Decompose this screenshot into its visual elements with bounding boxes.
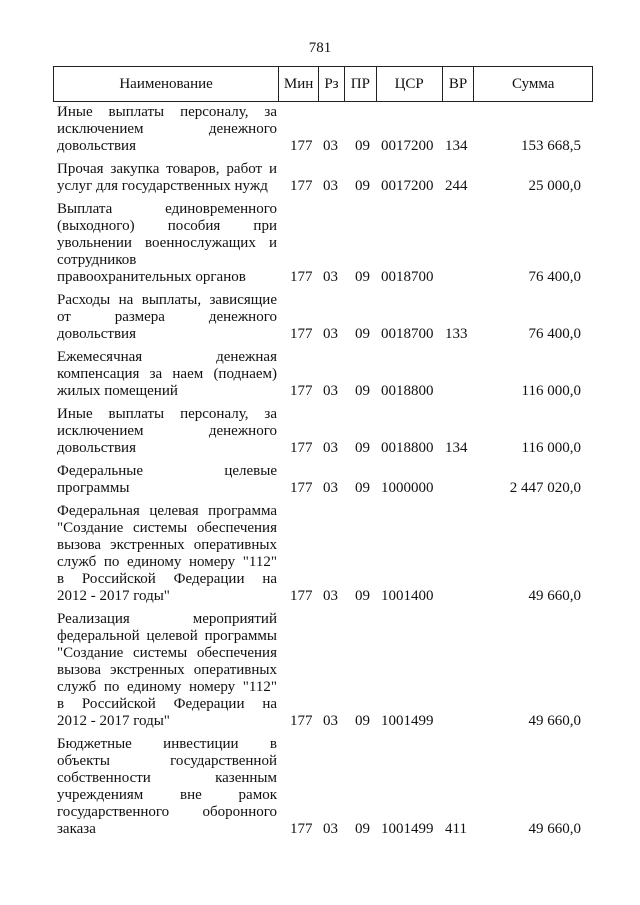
row-name-line: программы [57, 480, 130, 496]
cell-vr: 133 [445, 326, 468, 342]
cell-vr: 411 [445, 821, 467, 837]
cell-csr: 1001499 [381, 821, 434, 837]
column-header-name: Наименование [54, 67, 279, 101]
cell-min: 177 [290, 588, 313, 604]
row-name-line: Бюджетные инвестиции в [57, 736, 277, 752]
row-name-line: Реализация мероприятий [57, 611, 277, 627]
row-name-line: служб по единому номеру "112" [57, 679, 277, 695]
row-name-line: Прочая закупка товаров, работ и [57, 161, 277, 177]
cell-rz: 03 [323, 821, 338, 837]
cell-sum: 116 000,0 [521, 440, 581, 456]
cell-rz: 03 [323, 440, 338, 456]
row-name-line: государственного оборонного [57, 804, 277, 820]
cell-pr: 09 [355, 326, 370, 342]
row-name-line: Иные выплаты персоналу, за [57, 104, 277, 120]
cell-pr: 09 [355, 713, 370, 729]
row-name-line: 2012 - 2017 годы" [57, 713, 170, 729]
cell-sum: 49 660,0 [528, 713, 581, 729]
row-name-line: "Создание системы обеспечения [57, 520, 277, 536]
cell-csr: 0018700 [381, 269, 434, 285]
cell-vr: 134 [445, 138, 468, 154]
cell-min: 177 [290, 821, 313, 837]
cell-sum: 116 000,0 [521, 383, 581, 399]
cell-min: 177 [290, 269, 313, 285]
cell-min: 177 [290, 713, 313, 729]
row-name-line: Ежемесячная денежная [57, 349, 277, 365]
cell-rz: 03 [323, 383, 338, 399]
row-name-line: правоохранительных органов [57, 269, 246, 285]
row-name-line: Федеральные целевые [57, 463, 277, 479]
cell-rz: 03 [323, 480, 338, 496]
cell-pr: 09 [355, 588, 370, 604]
cell-rz: 03 [323, 588, 338, 604]
row-name-line: довольствия [57, 326, 136, 342]
cell-pr: 09 [355, 383, 370, 399]
column-header-vr: ВР [443, 67, 475, 101]
cell-csr: 1001400 [381, 588, 434, 604]
row-name-line: исключением денежного [57, 423, 277, 439]
cell-csr: 0018800 [381, 440, 434, 456]
row-values [53, 138, 593, 155]
row-name-line: собственности казенным [57, 770, 277, 786]
cell-min: 177 [290, 138, 313, 154]
cell-vr: 244 [445, 178, 468, 194]
cell-min: 177 [290, 480, 313, 496]
cell-rz: 03 [323, 178, 338, 194]
cell-pr: 09 [355, 440, 370, 456]
cell-csr: 1000000 [381, 480, 434, 496]
row-values [53, 713, 593, 730]
row-values [53, 178, 593, 195]
column-header-sum: Сумма [511, 75, 555, 92]
table-row [53, 503, 593, 605]
row-name-line: компенсация за наем (поднаем) [57, 366, 277, 382]
row-name-line: заказа [57, 821, 96, 837]
cell-sum: 2 447 020,0 [509, 480, 581, 496]
cell-min: 177 [290, 326, 313, 342]
cell-vr: 134 [445, 440, 468, 456]
row-name-line: услуг для государственных нужд [57, 178, 268, 194]
cell-sum: 153 668,5 [521, 138, 581, 154]
cell-csr: 0018800 [381, 383, 434, 399]
table-row [53, 349, 593, 400]
row-name-line: довольствия [57, 138, 136, 154]
column-header-min: Мин [279, 67, 319, 101]
cell-rz: 03 [323, 713, 338, 729]
cell-rz: 03 [323, 326, 338, 342]
cell-sum: 76 400,0 [528, 326, 581, 342]
cell-rz: 03 [323, 138, 338, 154]
column-header-pr: ПР [345, 67, 377, 101]
row-name-line: сотрудников [57, 252, 137, 268]
cell-sum: 49 660,0 [528, 588, 581, 604]
row-name-line: учреждениям вне рамок [57, 787, 277, 803]
table-row [53, 406, 593, 457]
row-name-line: увольнении военнослужащих и [57, 235, 277, 251]
table-row [53, 611, 593, 730]
cell-pr: 09 [355, 480, 370, 496]
cell-sum: 25 000,0 [528, 178, 581, 194]
cell-pr: 09 [355, 821, 370, 837]
row-name-line: в Российской Федерации на [57, 696, 277, 712]
row-name-line: Выплата единовременного [57, 201, 277, 217]
row-values [53, 440, 593, 457]
table-body [53, 104, 593, 844]
cell-pr: 09 [355, 178, 370, 194]
cell-min: 177 [290, 440, 313, 456]
row-name-line: Федеральная целевая программа [57, 503, 277, 519]
row-values [53, 821, 593, 838]
table-row [53, 161, 593, 195]
cell-csr: 0017200 [381, 138, 434, 154]
row-name-line: "Создание системы обеспечения [57, 645, 277, 661]
table-row [53, 463, 593, 497]
row-name-line: федеральной целевой программы [57, 628, 277, 644]
row-name-line: исключением денежного [57, 121, 277, 137]
cell-rz: 03 [323, 269, 338, 285]
cell-sum: 76 400,0 [528, 269, 581, 285]
cell-csr: 0018700 [381, 326, 434, 342]
cell-pr: 09 [355, 138, 370, 154]
row-name-line: жилых помещений [57, 383, 178, 399]
row-name-line: довольствия [57, 440, 136, 456]
cell-csr: 0017200 [381, 178, 434, 194]
cell-pr: 09 [355, 269, 370, 285]
table-row [53, 201, 593, 286]
row-values [53, 269, 593, 286]
row-values [53, 588, 593, 605]
row-name-line: 2012 - 2017 годы" [57, 588, 170, 604]
table-row [53, 104, 593, 155]
row-values [53, 383, 593, 400]
cell-csr: 1001499 [381, 713, 434, 729]
row-name-line: вызова экстренных оперативных [57, 537, 277, 553]
cell-sum: 49 660,0 [528, 821, 581, 837]
row-name-line: Расходы на выплаты, зависящие [57, 292, 277, 308]
row-values [53, 480, 593, 497]
column-header-rz: Рз [319, 67, 345, 101]
table-row [53, 736, 593, 838]
row-values [53, 326, 593, 343]
row-name-line: объекты государственной [57, 753, 277, 769]
table-header [53, 66, 593, 102]
table-row [53, 292, 593, 343]
row-name-line: вызова экстренных оперативных [57, 662, 277, 678]
row-name-line: (выходного) пособия при [57, 218, 277, 234]
column-header-csr: ЦСР [377, 67, 443, 101]
cell-min: 177 [290, 383, 313, 399]
row-name-line: Иные выплаты персоналу, за [57, 406, 277, 422]
row-name-line: в Российской Федерации на [57, 571, 277, 587]
row-name-line: от размера денежного [57, 309, 277, 325]
row-name-line: служб по единому номеру "112" [57, 554, 277, 570]
cell-min: 177 [290, 178, 313, 194]
page-number: 781 [308, 40, 332, 56]
